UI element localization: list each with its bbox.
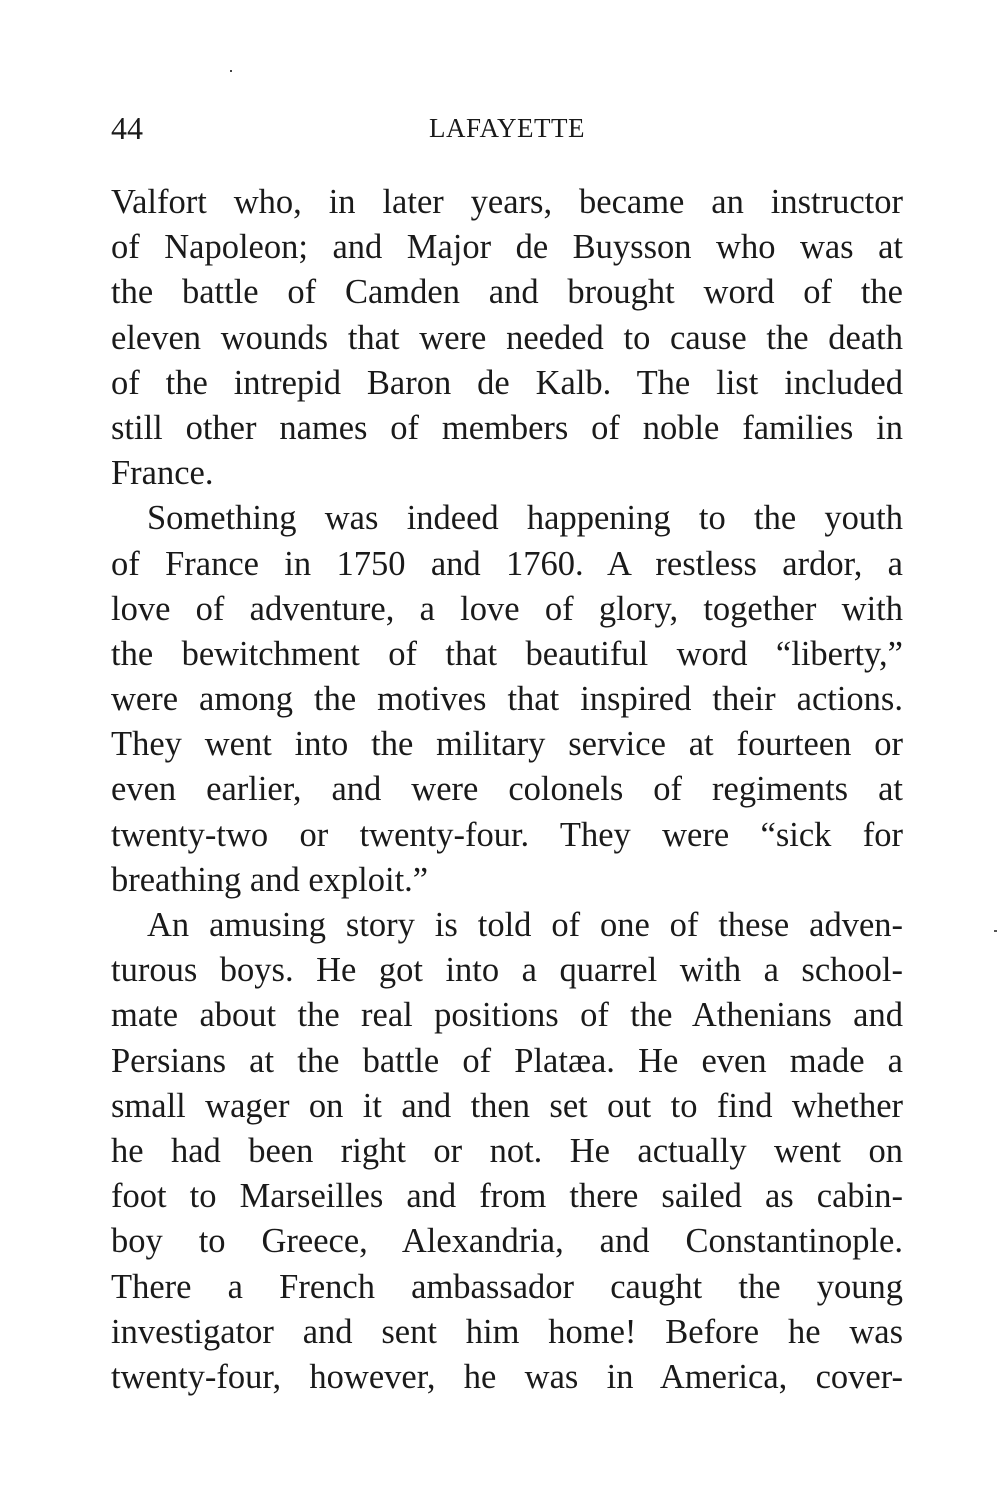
- text-line: investigator and sent him home! Before he was: [111, 1312, 903, 1351]
- text-line: even earlier, and were colonels of regiments at: [111, 770, 903, 809]
- text-line: of France in 1750 and 1760. A restless ardor, a: [111, 544, 903, 583]
- stray-ink-mark: [230, 70, 232, 72]
- text-line: twenty-two or twenty-four. They were “sick for: [111, 815, 903, 854]
- paragraph-first-line: An amusing story is told of one of these adven-: [147, 906, 903, 944]
- text-line: eleven wounds that were needed to cause the death: [111, 318, 903, 357]
- text-line: were among the motives that inspired their actions.: [111, 680, 903, 719]
- running-title: LAFAYETTE: [429, 113, 585, 143]
- text-line: still other names of members of noble families in: [111, 408, 903, 447]
- page-number: 44: [111, 110, 143, 146]
- text-line: of Napoleon; and Major de Buysson who was at: [111, 228, 903, 267]
- text-line: he had been right or not. He actually went on: [111, 1131, 903, 1170]
- text-line: They went into the military service at fourteen or: [111, 725, 903, 764]
- text-line: mate about the real positions of the Athenians and: [111, 996, 903, 1035]
- text-line: foot to Marseilles and from there sailed as cabin-: [111, 1177, 903, 1216]
- text-line: small wager on it and then set out to find whether: [111, 1086, 903, 1125]
- text-line: Valfort who, in later years, became an instructor: [111, 183, 903, 221]
- text-line: the bewitchment of that beautiful word “liberty,”: [111, 634, 903, 673]
- text-line: boy to Greece, Alexandria, and Constantinople.: [111, 1222, 903, 1261]
- page-header: [111, 104, 903, 152]
- text-line: love of adventure, a love of glory, together with: [111, 589, 903, 628]
- text-line: of the intrepid Baron de Kalb. The list included: [111, 363, 903, 402]
- text-line: turous boys. He got into a quarrel with a school-: [111, 951, 903, 990]
- text-line: the battle of Camden and brought word of the: [111, 273, 903, 312]
- margin-ink-mark: [994, 930, 997, 932]
- text-line: twenty-four, however, he was in America, cover-: [111, 1357, 903, 1396]
- text-line: breathing and exploit.”: [111, 860, 429, 899]
- body-text: [111, 180, 903, 1400]
- paragraph-first-line: Something was indeed happening to the youth: [147, 499, 903, 538]
- text-line: Persians at the battle of Platæa. He even made a: [111, 1041, 903, 1080]
- text-line: France.: [111, 454, 214, 493]
- text-line: There a French ambassador caught the young: [111, 1267, 903, 1306]
